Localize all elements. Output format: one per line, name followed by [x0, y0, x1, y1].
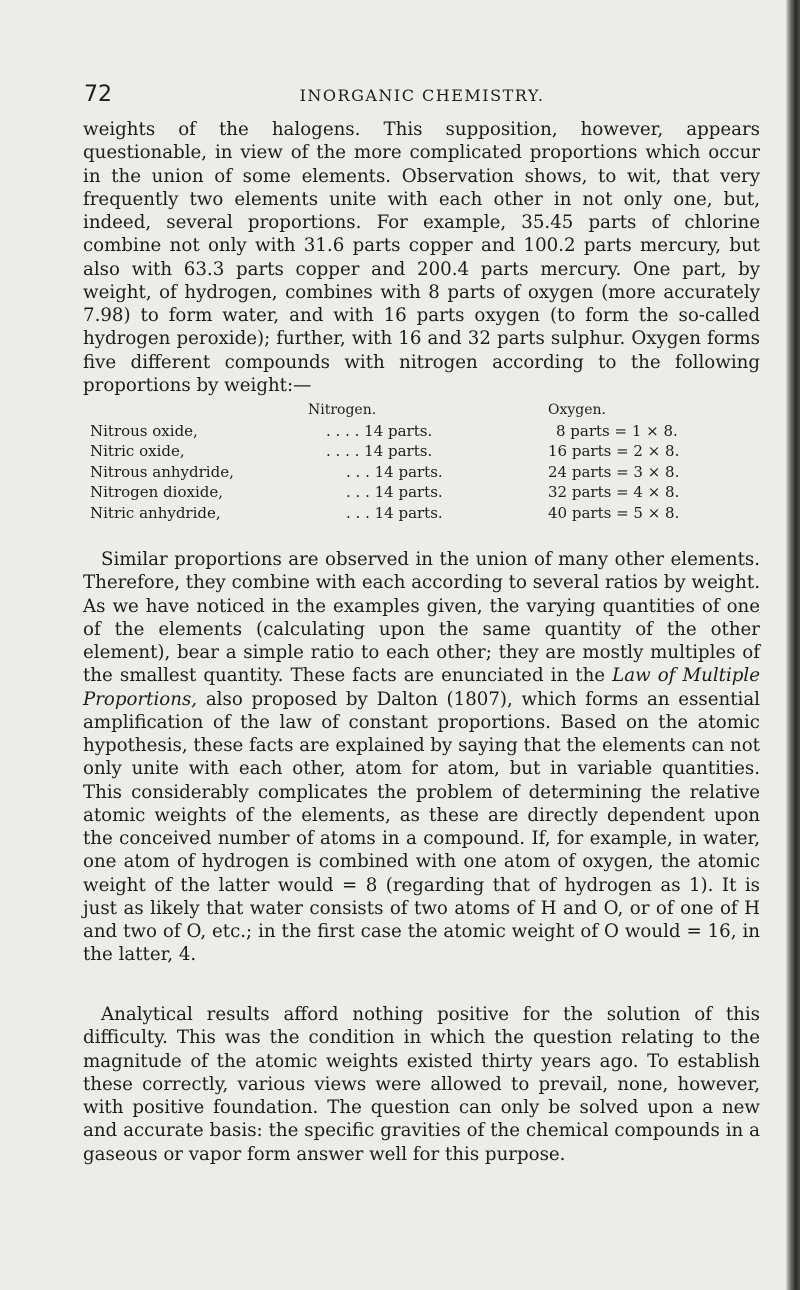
paragraph-1 [83, 118, 760, 397]
nitrogen-parts: . . . 14 parts. [346, 483, 443, 501]
oxygen-parts: 24 parts = 3 × 8. [548, 462, 680, 481]
oxygen-parts: 40 parts = 5 × 8. [548, 503, 680, 522]
paragraph-3-text: Analytical results afford nothing positive for the solution of this difficulty. This was the condition in which the question relating to the magnitude of the atomic weights existed thirty years ago. To establish these correctly, various views were allowed to prevail, none, however, with positive foundation. The question can only be solved upon a new and accurate basis: the specific gravities of the chemical compounds in a gaseous or vapor form answer well for this purpose. [83, 1004, 760, 1165]
nitrogen-parts: . . . 14 parts. [346, 462, 443, 481]
table-row [90, 482, 750, 503]
oxygen-parts: 8 parts = 1 × 8. [556, 421, 678, 440]
table-row [90, 441, 750, 462]
running-head: INORGANIC CHEMISTRY. [299, 86, 545, 105]
header-nitrogen: Nitrogen. [308, 402, 377, 418]
paragraph-2-part-1: Similar proportions are observed in the union of many other elements. Therefore, they combine with each according to several ratios by weight. As we have noticed in the examples given, the varying quantities of one of the elements (calculating upon the same quantity of the other element), bear a simple ratio to each other; they are mostly multiples of the smallest quantity. These facts are enunciated in the [83, 549, 760, 687]
table-row [90, 503, 750, 524]
nitrogen-parts: . . . . 14 parts. [326, 442, 433, 460]
compound-name: Nitrous oxide, [90, 421, 198, 440]
compound-name: Nitric oxide, [90, 442, 185, 460]
table-header-row [90, 400, 750, 421]
page-number: 72 [84, 82, 112, 107]
oxygen-parts: 32 parts = 4 × 8. [548, 483, 680, 501]
page-header [84, 82, 760, 106]
nitrogen-parts: . . . 14 parts. [346, 503, 443, 522]
paragraph-3 [83, 1003, 760, 1166]
table-row [90, 462, 750, 483]
page-edge-shadow [786, 0, 800, 1290]
paragraph-2 [83, 548, 760, 967]
table-row [90, 421, 750, 442]
nitrogen-parts: . . . . 14 parts. [326, 421, 433, 440]
nitrogen-oxygen-table [90, 400, 750, 523]
header-oxygen: Oxygen. [548, 402, 606, 418]
compound-name: Nitrous anhydride, [90, 462, 234, 481]
paragraph-2-text [83, 548, 760, 967]
law-of-multiple-proportions: Law of Multiple Proportions, [83, 665, 760, 710]
oxygen-parts: 16 parts = 2 × 8. [548, 442, 680, 460]
compound-name: Nitrogen dioxide, [90, 483, 223, 501]
paragraph-2-part-2: also proposed by Dalton (1807), which forms an essential amplification of the law of constant proportions. Based on the atomic hypothesis, these facts are explained by saying that the elements can not only unite with each other, atom for atom, but in variable quantities. This considerably complicates the problem of determining the relative atomic weights of the elements, as these are directly dependent upon the conceived number of atoms in a compound. If, for example, in water, one atom of hydrogen is combined with one atom of oxygen, the atomic weight of the latter would = 8 (regarding that of hydrogen as 1). It is just as likely that water consists of two atoms of H and O, or of one of H and two of O, etc.; in the first case the atomic weight of O would = 16, in the latter, 4. [83, 688, 760, 966]
paragraph-1-text: weights of the halogens. This supposition, however, appears questionable, in view of the more complicated proportions which occur in the union of some elements. Observation shows, to wit, that very frequently two elements unite with each other in not only one, but, indeed, several proportions. For example, 35.45 parts of chlorine combine not only with 31.6 parts copper and 100.2 parts mercury, but also with 63.3 parts copper and 200.4 parts mercury. One part, by weight, of hydrogen, combines with 8 parts of oxygen (more accurately 7.98) to form water, and with 16 parts oxygen (to form the so-called hydrogen peroxide); further, with 16 and 32 parts sulphur. Oxygen forms five different compounds with nitrogen according to the following proportions by weight:— [83, 119, 760, 396]
compound-name: Nitric anhydride, [90, 503, 221, 522]
